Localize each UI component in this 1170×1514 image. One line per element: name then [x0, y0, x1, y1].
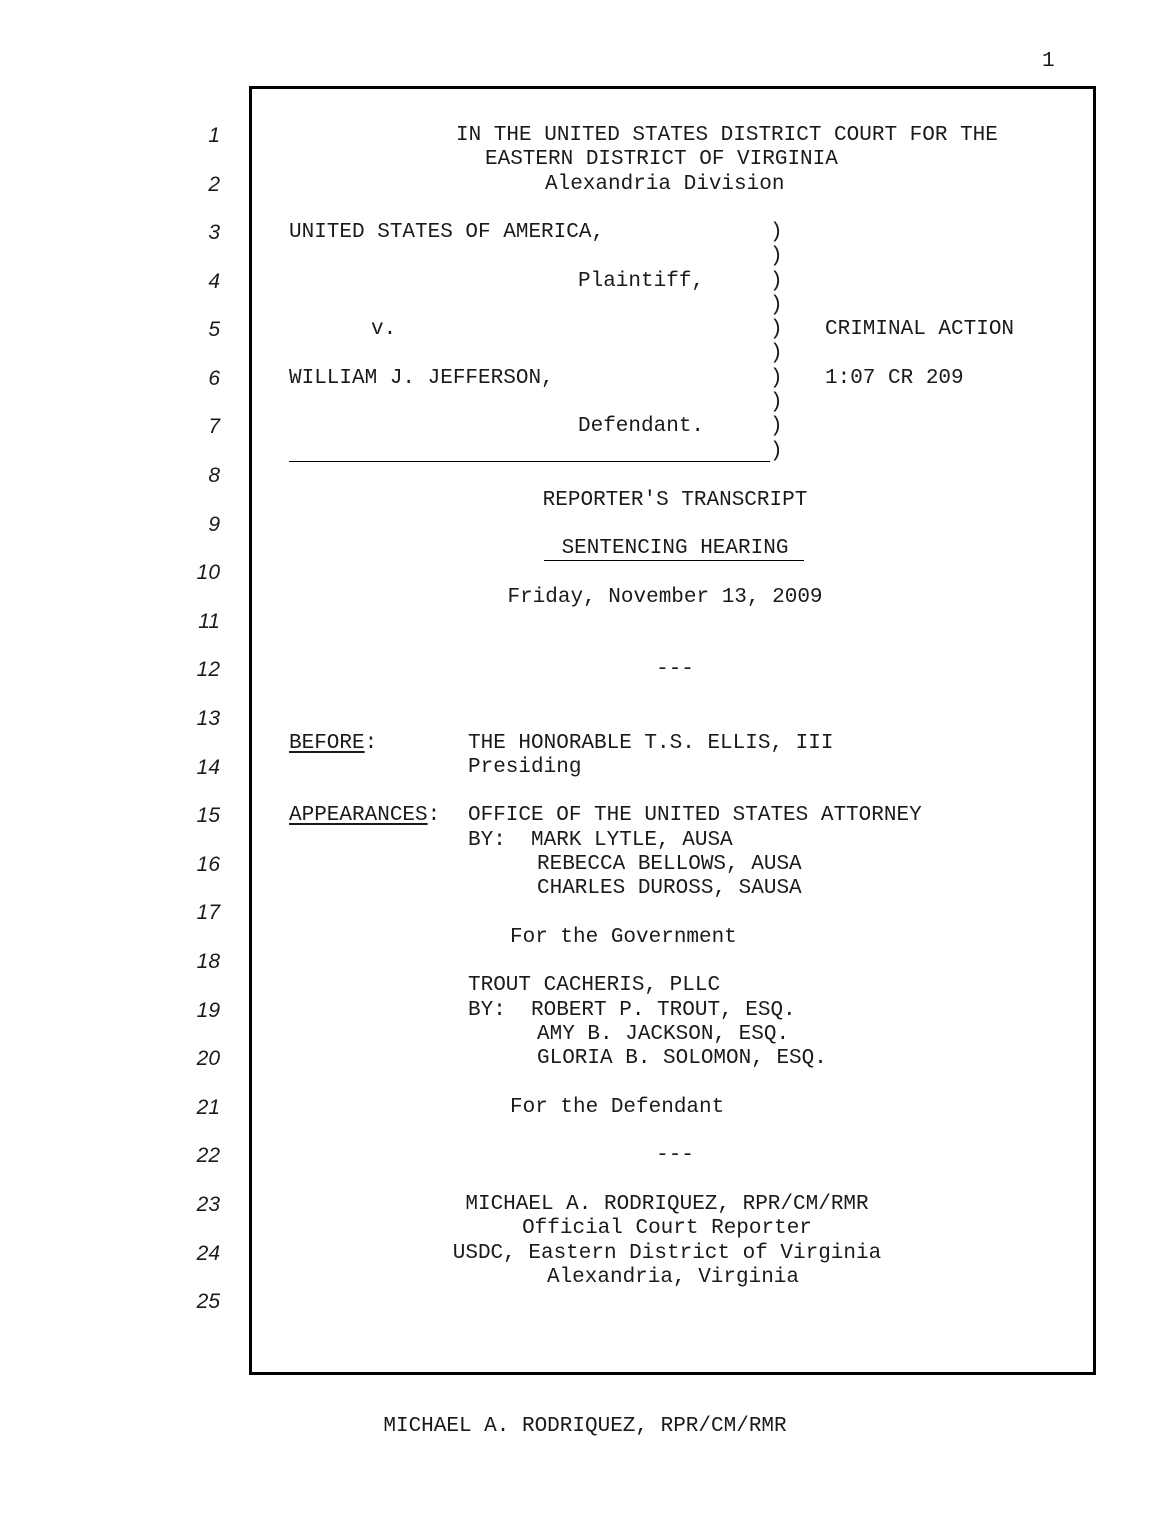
court-division: Alexandria Division [545, 173, 785, 196]
line-number: 10 [196, 561, 220, 584]
versus: v. [371, 318, 397, 341]
transcript-title: REPORTER'S TRANSCRIPT [542, 489, 808, 512]
reporter-location: Alexandria, Virginia [546, 1266, 800, 1289]
caption-paren: ) [770, 245, 783, 268]
defendant-name: WILLIAM J. JEFFERSON, [289, 367, 554, 390]
hearing-title: SENTENCING HEARING [561, 537, 789, 560]
separator: --- [656, 1144, 694, 1167]
caption-paren: ) [770, 391, 783, 414]
defense-firm: TROUT CACHERIS, PLLC [468, 974, 721, 997]
government-attorney: REBECCA BELLOWS, AUSA [537, 853, 802, 876]
line-number: 25 [196, 1290, 220, 1313]
defense-attorney: GLORIA B. SOLOMON, ESQ. [537, 1047, 827, 1070]
caption-paren: ) [770, 318, 783, 341]
before-colon: : [364, 732, 378, 755]
hearing-title-underline [544, 560, 804, 561]
line-number: 19 [196, 999, 220, 1022]
case-number: 1:07 CR 209 [825, 367, 964, 390]
line-number: 12 [196, 658, 220, 681]
court-heading-line-1: IN THE UNITED STATES DISTRICT COURT FOR THE [456, 124, 998, 147]
criminal-action-label: CRIMINAL ACTION [825, 318, 1015, 341]
line-number: 13 [196, 707, 220, 730]
government-attorney: BY: MARK LYTLE, AUSA [468, 829, 733, 852]
caption-paren: ) [770, 367, 783, 390]
line-number: 2 [208, 173, 220, 196]
government-attorney: CHARLES DUROSS, SAUSA [537, 877, 802, 900]
caption-paren: ) [770, 342, 783, 365]
line-number: 15 [196, 804, 220, 827]
line-number: 23 [196, 1193, 220, 1216]
plaintiff-name: UNITED STATES OF AMERICA, [289, 221, 605, 244]
caption-paren: ) [770, 294, 783, 317]
line-number: 5 [208, 318, 220, 341]
caption-paren: ) [770, 440, 783, 463]
for-the-government: For the Government [510, 926, 737, 949]
judge-name: THE HONORABLE T.S. ELLIS, III [468, 732, 834, 755]
line-number: 8 [208, 464, 220, 487]
reporter-name: MICHAEL A. RODRIQUEZ, RPR/CM/RMR [465, 1193, 869, 1216]
defense-attorney: BY: ROBERT P. TROUT, ESQ. [468, 999, 796, 1022]
before-label-text: BEFORE [289, 732, 365, 755]
appearances-colon: : [427, 804, 441, 827]
caption-paren: ) [770, 270, 783, 293]
before-label [289, 732, 377, 756]
hearing-date: Friday, November 13, 2009 [507, 586, 823, 609]
presiding: Presiding [468, 756, 582, 779]
line-number: 3 [208, 221, 220, 244]
separator: --- [656, 658, 694, 681]
line-number: 21 [196, 1096, 220, 1119]
line-number: 18 [196, 950, 220, 973]
line-number: 1 [208, 124, 220, 147]
line-number: 11 [198, 610, 220, 633]
government-office: OFFICE OF THE UNITED STATES ATTORNEY [468, 804, 922, 827]
defense-attorney: AMY B. JACKSON, ESQ. [537, 1023, 790, 1046]
plaintiff-role: Plaintiff, [578, 270, 705, 293]
reporter-court: USDC, Eastern District of Virginia [452, 1242, 882, 1265]
for-the-defendant: For the Defendant [510, 1096, 725, 1119]
page-number: 1 [1042, 50, 1055, 73]
court-heading-line-2: EASTERN DISTRICT OF VIRGINIA [485, 148, 838, 171]
line-number: 22 [196, 1144, 220, 1167]
line-number: 20 [196, 1047, 220, 1070]
line-number: 7 [208, 415, 220, 438]
reporter-title: Official Court Reporter [522, 1217, 812, 1240]
appearances-label-text: APPEARANCES [289, 804, 428, 827]
caption-rule [289, 461, 770, 462]
caption-paren: ) [770, 415, 783, 438]
defendant-role: Defendant. [578, 415, 705, 438]
page-footer: MICHAEL A. RODRIQUEZ, RPR/CM/RMR [383, 1415, 787, 1438]
caption-paren: ) [770, 221, 783, 244]
line-number: 24 [196, 1242, 220, 1265]
appearances-label [289, 804, 440, 828]
line-number: 9 [208, 513, 220, 536]
line-number: 6 [208, 367, 220, 390]
line-number: 17 [196, 901, 220, 924]
line-number: 16 [196, 853, 220, 876]
line-number: 14 [196, 756, 220, 779]
line-number: 4 [208, 270, 220, 293]
